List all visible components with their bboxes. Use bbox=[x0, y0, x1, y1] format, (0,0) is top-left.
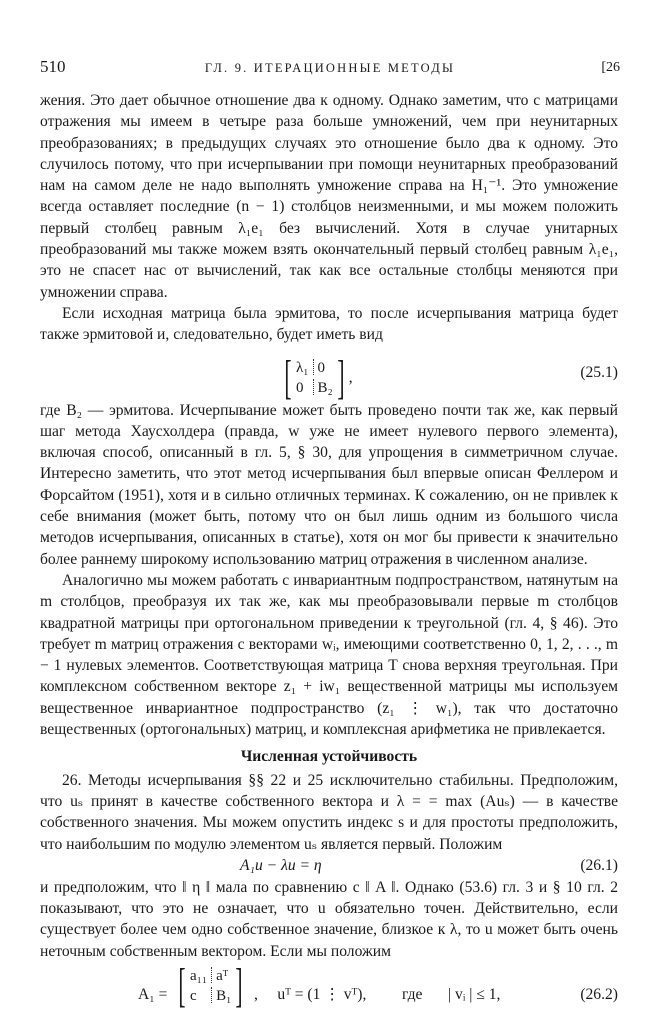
paragraph-4: Аналогично мы можем работать с инвариантным подпространством, натянутым на m столбцов, преобразуя их так же, как мы преобразовывали первые m столбцов квадратной матрицы при ортогональном приведении к треугольной (гл. 4, § 46). Это требует m матриц отражения с векторами wᵢ, имеющими соответственно 0, 1, 2, . . ., m − 1 нулевых элементов. Соответствующая матрица T снова верхняя треугольная. При комплексном собственном векторе z₁ + iw₁ вещественной матрицы мы используем вещественное инвариантное подпространство (z₁ ⋮ w₁), так что достаточно вещественных (ортогональных) матриц, и комплексная арифметика не привлекается. bbox=[40, 571, 618, 739]
running-title: ГЛ. 9. ИТЕРАЦИОННЫЕ МЕТОДЫ bbox=[204, 61, 456, 75]
equation-25-1 bbox=[40, 346, 618, 404]
page-body bbox=[40, 90, 618, 1024]
equation-condition: | vᵢ | ≤ 1, bbox=[448, 985, 501, 1003]
matrix-cell: c bbox=[189, 987, 197, 1004]
section-reference: [26 bbox=[601, 60, 620, 75]
matrix-separator bbox=[211, 987, 212, 1003]
left-bracket: [ bbox=[284, 350, 292, 404]
paragraph-1: жения. Это дает обычное отношение два к одному. Однако заметим, что с матрицами отражения мы имеем в четыре раза больше умножений, чем при неунитарных преобразованиях; в предыдущих случаях это отношение было два к одному. Это случилось потому, что при исчерпывании при помощи неунитарных преобразований нам на самом деле не надо выполнять умножение справа на H₁⁻¹. Это умножение всегда оставляет последние (n − 1) столбцов неизменными, и мы можем положить первый столбец равным λ₁e₁ без вычислений. Хотя в случае унитарных преобразований мы также можем взять окончательный первый столбец равным λ₁e₁, это не спасет нас от вычислений, так как все остальные столбцы меняются при умножении справа. bbox=[40, 92, 618, 301]
matrix-cell: B₁ bbox=[216, 987, 232, 1004]
matrix-cell: a₁₁ bbox=[189, 967, 208, 984]
equation-middle: , uᵀ = (1 ⋮ vᵀ), bbox=[254, 985, 367, 1003]
right-bracket: ] bbox=[337, 350, 345, 404]
right-bracket: ] bbox=[235, 958, 243, 1012]
matrix-cell: 0 bbox=[295, 379, 304, 396]
equation-where: где bbox=[402, 985, 423, 1003]
left-bracket: [ bbox=[178, 958, 186, 1012]
equation-26-1 bbox=[40, 855, 618, 877]
paragraph-5: 26. Методы исчерпывания §§ 22 и 25 исключительно стабильны. Предположим, что uₛ принят в качестве собственного вектора и λ = = max (Auₛ) — в качестве собственного значения. Мы можем опустить индекс s и для простоты предположить, что наибольшим по модулю элементом uₛ является первый. Положим bbox=[40, 771, 618, 853]
block-matrix bbox=[280, 350, 353, 404]
running-header bbox=[40, 56, 620, 76]
matrix-cell: aᵀ bbox=[216, 967, 229, 984]
paragraph-3: где B₂ — эрмитова. Исчерпывание может быть проведено почти так же, как первый шаг метода Хаусхолдера (правда, w уже не имеет нулевого первого элемента), включая способ, описанный в гл. 5, § 30, для упрощения в симметричном случае. Интересно заметить, что этот метод исчерпывания был впервые описан Феллером и Форсайтом (1951), хотя и в сильно отличных терминах. К сожалению, он не привлек к себе внимания (может быть, потому что он был лишь одним из большого числа методов исчерпывания, описанных в статье), хотя он мог бы привести к значительно более раннему широкому использованию матриц отражения в численном анализе. bbox=[40, 401, 618, 568]
matrix-cell: λ₁ bbox=[295, 359, 309, 376]
section-title: Численная устойчивость bbox=[240, 748, 418, 766]
equation-tail: , bbox=[348, 368, 353, 386]
equation-lhs: A₁ = bbox=[138, 985, 168, 1003]
matrix-separator bbox=[313, 379, 314, 395]
equation-number: (26.1) bbox=[580, 856, 618, 874]
equation-number: (26.2) bbox=[580, 985, 618, 1003]
matrix-cell: B₂ bbox=[317, 379, 333, 396]
paragraph-2: Если исходная матрица была эрмитова, то после исчерпывания матрица будет также эрмитовой и, следовательно, будет иметь вид bbox=[40, 304, 618, 344]
equation-26-2 bbox=[40, 958, 618, 1024]
matrix-separator bbox=[313, 359, 314, 375]
page-number: 510 bbox=[40, 57, 66, 76]
equation-text: A₁u − λu = η bbox=[240, 856, 322, 874]
equation-number: (25.1) bbox=[580, 363, 618, 381]
paragraph-6: и предположим, что ‖ η ‖ мала по сравнению с ‖ A ‖. Однако (53.6) гл. 3 и § 10 гл. 2 показывают, что это не означает, что u обязательно точен. Действительно, если существует более чем одно собственное значение, близкое к λ, то u может быть очень неточным собственным вектором. Если мы положим bbox=[40, 878, 618, 960]
matrix-separator bbox=[211, 967, 212, 983]
matrix-cell: 0 bbox=[317, 359, 325, 376]
